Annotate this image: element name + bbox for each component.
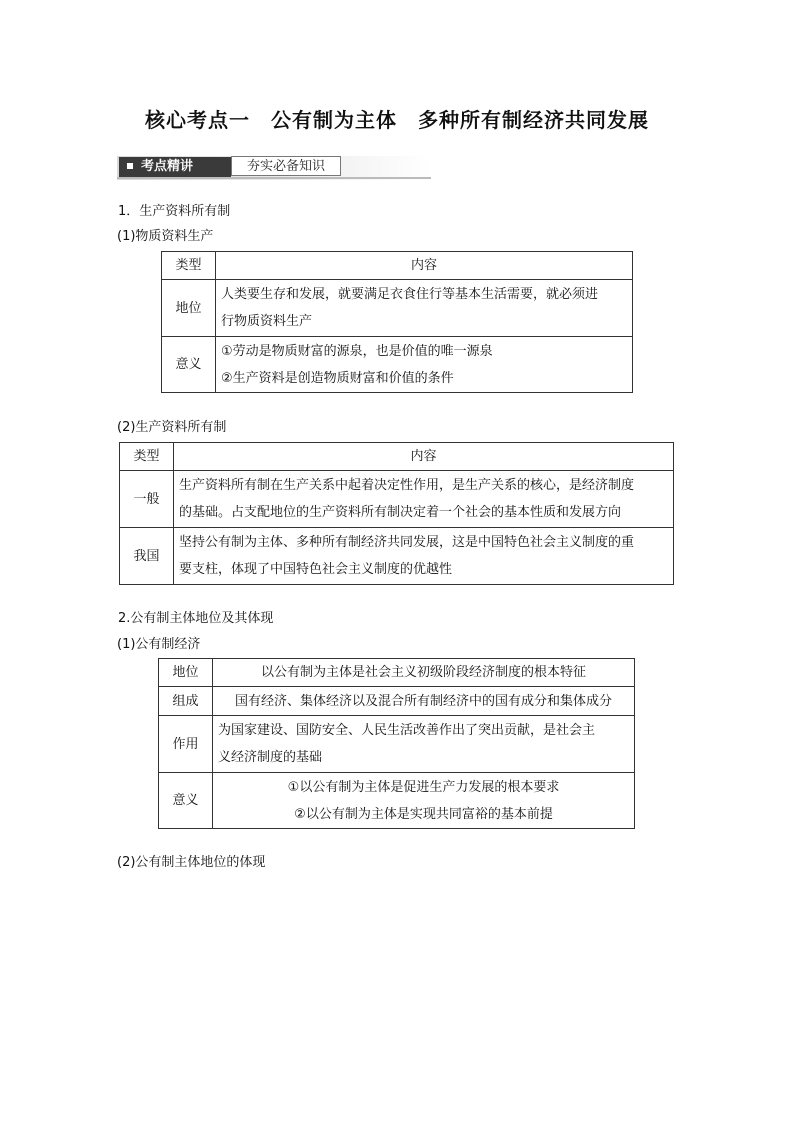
- row-key: 意义: [159, 773, 213, 829]
- section-1-1-heading: (1)物质资料生产: [117, 229, 214, 244]
- table-public-ownership: [158, 658, 635, 829]
- page-title: 核心考点一 公有制为主体 多种所有制经济共同发展: [145, 108, 649, 132]
- banner-tag: [119, 157, 231, 177]
- banner-tag-label: 考点精讲: [141, 159, 194, 174]
- section-1-2-heading: (2)生产资料所有制: [117, 420, 227, 435]
- table-row: [159, 687, 635, 716]
- row-line: 人类要生存和发展，就要满足衣食住行等基本生活需要，就必须进: [221, 287, 599, 302]
- row-line: 的基础。占支配地位的生产资料所有制决定着一个社会的基本性质和发展方向: [179, 505, 622, 520]
- table-header-content: 内容: [174, 443, 674, 471]
- row-content: [216, 337, 633, 393]
- table-header-content: 内容: [216, 252, 633, 280]
- row-key: 意义: [162, 337, 216, 393]
- table-material-production: [161, 251, 633, 393]
- table-row: [162, 280, 633, 337]
- row-line: ②生产资料是创造物质财富和价值的条件: [221, 370, 454, 386]
- row-content: [213, 773, 635, 829]
- row-content: [174, 528, 674, 585]
- section-2-2-heading: (2)公有制主体地位的体现: [117, 855, 266, 870]
- table-header-type: 类型: [120, 443, 174, 471]
- row-line: 为国家建设、国防安全、人民生活改善作出了突出贡献，是社会主: [218, 723, 596, 738]
- row-line: ①劳动是物质财富的源泉，也是价值的唯一源泉: [221, 343, 493, 359]
- row-line: 生产资料所有制在生产关系中起着决定性作用，是生产关系的核心，是经济制度: [179, 478, 635, 493]
- table-row: [120, 471, 674, 528]
- table-row: [162, 337, 633, 393]
- row-line: ②以公有制为主体是实现共同富裕的基本前提: [294, 806, 553, 822]
- row-content: [213, 716, 635, 773]
- row-content: 以公有制为主体是社会主义初级阶段经济制度的根本特征: [213, 659, 635, 687]
- row-content: 国有经济、集体经济以及混合所有制经济中的国有成分和集体成分: [213, 687, 635, 716]
- section-2-heading: 2.公有制主体地位及其体现: [118, 611, 274, 626]
- row-line: 义经济制度的基础: [218, 750, 323, 765]
- table-header-type: 类型: [162, 252, 216, 280]
- square-bullet-icon: [127, 163, 133, 169]
- table-row: [159, 716, 635, 773]
- row-key: 一般: [120, 471, 174, 528]
- row-key: 作用: [159, 716, 213, 773]
- banner-subtitle: 夯实必备知识: [231, 156, 341, 176]
- row-line: ①以公有制为主体是促进生产力发展的根本要求: [287, 779, 560, 795]
- row-key: 我国: [120, 528, 174, 585]
- row-line: 行物质资料生产: [221, 314, 313, 329]
- table-row: [159, 773, 635, 829]
- section-banner: [117, 156, 431, 180]
- row-key: 地位: [162, 280, 216, 337]
- row-line: 坚持公有制为主体、多种所有制经济共同发展，这是中国特色社会主义制度的重: [179, 535, 635, 550]
- row-key: 地位: [159, 659, 213, 687]
- table-row: [120, 528, 674, 585]
- table-row: [159, 659, 635, 687]
- banner-underline: [117, 177, 431, 179]
- row-line: 要支柱，体现了中国特色社会主义制度的优越性: [179, 562, 453, 577]
- table-ownership: [119, 442, 674, 585]
- row-content: [216, 280, 633, 337]
- row-content: [174, 471, 674, 528]
- row-key: 组成: [159, 687, 213, 716]
- section-2-1-heading: (1)公有制经济: [117, 637, 201, 652]
- section-1-heading: 1．生产资料所有制: [118, 204, 231, 219]
